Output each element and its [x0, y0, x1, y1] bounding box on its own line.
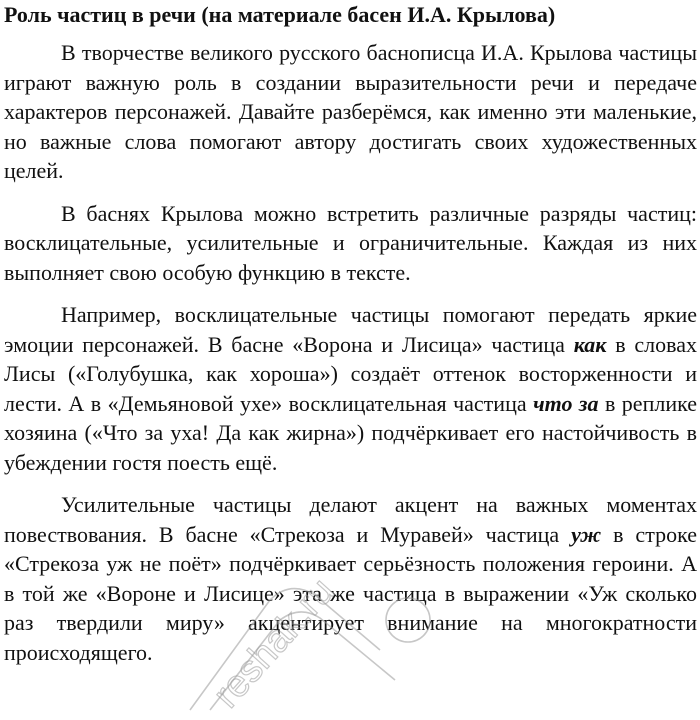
particle-chto-za: что за	[533, 390, 599, 416]
paragraph-4-text-2: в строке «Стрекоза уж не поёт» подчёркивает серьёзность положения героини. А в той же «Вороне и Лисице» эта же частица в выражении «Уж сколько раз твердили миру» акцентирует внимание на многократности происходящего.	[4, 521, 697, 665]
paragraph-4-text-1: Усилительные частицы делают акцент на важных моментах повествования. В басне «Стрекоза и Муравей» частица	[4, 492, 697, 547]
particle-kak: как	[573, 331, 607, 357]
particle-uzh: уж	[571, 521, 602, 547]
paragraph-2: В баснях Крылова можно встретить различные разряды частиц: восклицательные, усилительные и ограничительные. Каждая из них выполняет свою особую функцию в тексте.	[4, 200, 697, 285]
watermark-text: reshak.ru	[205, 570, 343, 717]
paragraph-3-text-1: Например, восклицательные частицы помогают передать яркие эмоции персонажей. В басне «Ворона и Лисица» частица	[4, 302, 697, 357]
paragraph-3	[4, 300, 697, 477]
paragraph-4	[4, 490, 697, 667]
paragraph-3-text-2: в словах Лисы («Голубушка, как хороша») создаёт оттенок восторженности и лести. А в «Демьяновой ухе» восклицательная частица	[4, 331, 697, 416]
document-title: Роль частиц в речи (на материале басен И.А. Крылова)	[4, 2, 556, 27]
paragraph-1: В творчестве великого русского баснописца И.А. Крылова частицы играют важную роль в создании выразительности речи и передаче характеров персонажей. Давайте разберёмся, как именно эти маленькие, но важные слова помогают автору достигать своих художественных целей.	[4, 40, 697, 183]
paragraph-3-text-3: в реплике хозяина («Что за уха! Да как жирна») подчёркивает его настойчивость в убеждении гостя поесть ещё.	[4, 390, 697, 475]
